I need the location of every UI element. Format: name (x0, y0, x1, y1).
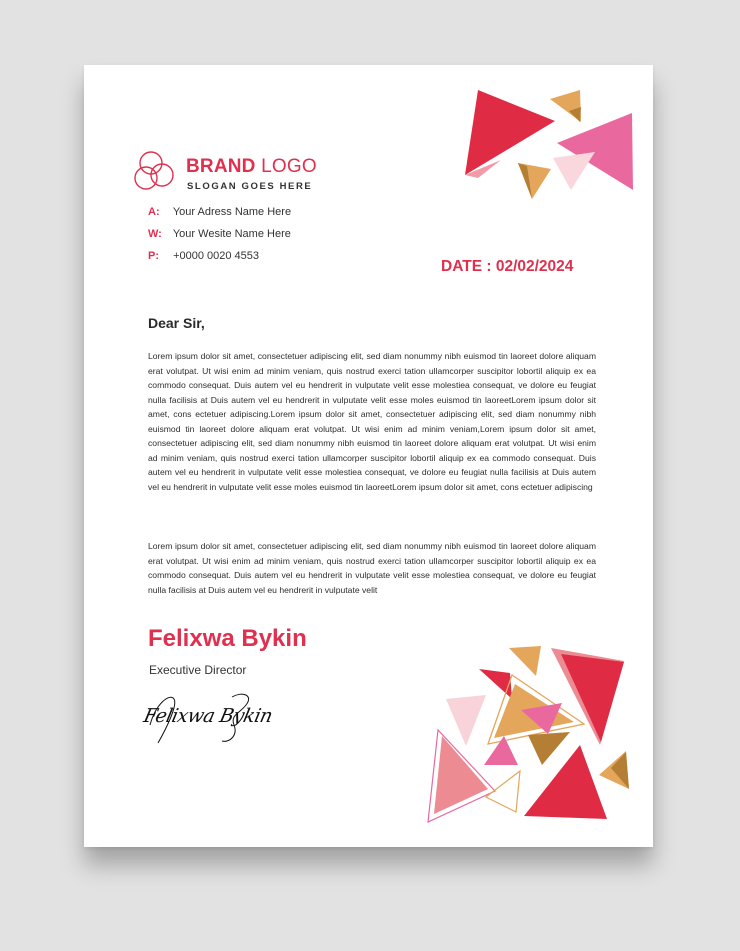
bottom-triangles-decoration (424, 640, 639, 835)
signer-title: Executive Director (149, 663, 247, 677)
brand-slogan: SLOGAN GOES HERE (187, 181, 313, 192)
date-label: DATE : (441, 258, 492, 275)
triangle (486, 771, 520, 812)
signer-name: Felixwa Bykin (148, 625, 307, 652)
address-value: Your Adress Name Here (172, 206, 292, 218)
triangle (553, 152, 595, 190)
triangle (446, 695, 486, 746)
address-key: A: (148, 206, 160, 218)
phone-row (148, 250, 291, 272)
brand-logo (134, 149, 334, 199)
handwritten-signature (142, 685, 292, 750)
triangle (528, 732, 570, 765)
phone-key: P: (148, 250, 159, 262)
contact-details (148, 206, 291, 272)
brand-logo-icon (134, 149, 180, 195)
triangle (479, 669, 512, 699)
letterhead-page (84, 65, 653, 847)
body-paragraph-1: Lorem ipsum dolor sit amet, consectetuer adipiscing elit, sed diam nonummy nibh euismod tin laoreet dolore aliquam erat volutpat. Ut wisi enim ad minim veniam, quis nostrud exerci tation ullamcorper suscipitor lobortil aliquip ex ea commodo consequat. Duis autem vel eu hendrerit in vulputate velit esse molestiea consequat, ve dolore eu feugiat nulla facilisis at Duis autem vel eu hendrerit in vulputate velit esse moles euismod tin laoreetLorem ipsum dolor sit amet, cons ectetuer adipiscing.Lorem ipsum dolor sit amet, consectetuer adipiscing elit, sed diam nonummy nibh euismod tin laoreet dolore aliquam erat volutpat. Ut wisi enim ad minim veniam,Lorem ipsum dolor sit amet, consectetuer adipiscing elit, sed diam nonummy nibh euismod tin laoreet dolore aliquam erat volutpat. Ut wisi enim ad minim veniam, quis nostrud exerci tation ullamcorper suscipitor lobortil aliquip ex ea commodo consequat. Duis autem vel eu hendrerit in vulputate velit esse molestiea consequat, ve dolore eu feugiat nulla facilisis at Duis autem vel eu hendrerit in vulputate velit esse moles euismod tin laoreetLorem ipsum dolor sit amet, cons ectetuer adipiscing (148, 351, 596, 492)
triangle (524, 745, 607, 819)
signature-text: Felixwa Bykin (141, 705, 275, 727)
top-triangles-decoration (459, 83, 639, 203)
phone-value: +0000 0020 4553 (173, 250, 260, 262)
triangle (465, 90, 555, 175)
salutation: Dear Sir, (148, 315, 205, 331)
triangle (509, 646, 541, 676)
body-paragraph-2: Lorem ipsum dolor sit amet, consectetuer adipiscing elit, sed diam nonummy nibh euismod tin laoreet dolore aliquam erat volutpat. Ut wisi enim ad minim veniam, quis nostrud exerci tation ullamcorper suscipitor lobortil aliquip ex ea commodo consequat. Duis autem vel eu hendrerit in vulputate velit esse molestiea consequat, ve dolore eu feugiat nulla facilisis at Duis autem vel eu hendrerit in vulputate velit (148, 541, 596, 595)
date-value: 02/02/2024 (495, 258, 574, 275)
brand-word: BRAND (186, 156, 256, 177)
website-key: W: (148, 228, 162, 240)
website-value: Your Wesite Name Here (172, 228, 291, 240)
website-row (148, 228, 291, 250)
brand-name (186, 156, 317, 178)
logo-word: LOGO (261, 156, 317, 177)
letter-date (441, 258, 573, 276)
address-row (148, 206, 291, 228)
